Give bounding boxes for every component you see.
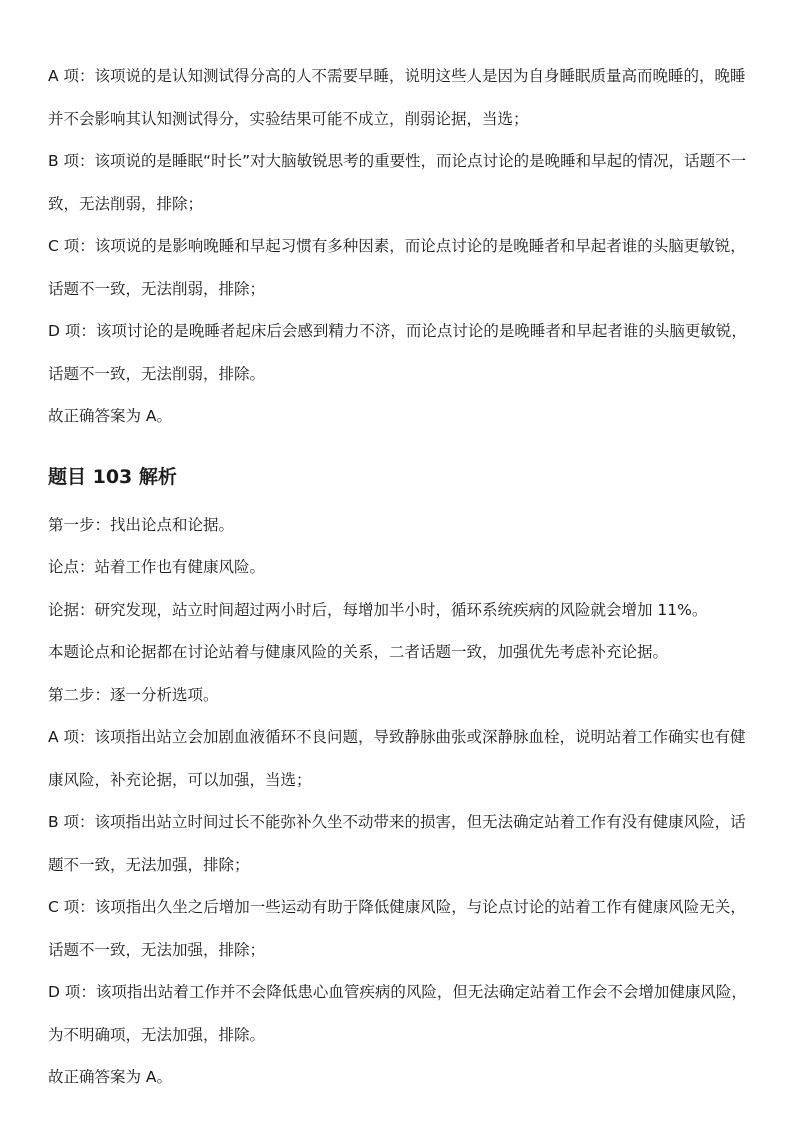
option-d-analysis: D 项：该项指出站着工作并不会降低患心血管疾病的风险，但无法确定站着工作会不会增加健康风险，为不明确项，无法加强，排除。 [48, 983, 747, 1044]
section-analysis-103 [48, 462, 760, 1099]
option-d-analysis: D 项：该项讨论的是晚睡者起床后会感到精力不济，而论点讨论的是晚睡者和早起者谁的头脑更敏锐，话题不一致，无法削弱，排除。 [48, 322, 747, 383]
option-b-analysis: B 项：该项说的是睡眠“时长”对大脑敏锐思考的重要性，而论点讨论的是晚睡和早起的情况，话题不一致，无法削弱，排除； [48, 152, 747, 213]
step-one: 第一步：找出论点和论据。 [48, 515, 235, 534]
section-analysis-102 [48, 55, 760, 438]
option-c-analysis: C 项：该项说的是影响晚睡和早起习惯有多种因素，而论点讨论的是晚睡者和早起者谁的头脑更敏锐，话题不一致，无法削弱，排除； [48, 237, 746, 298]
option-b-analysis: B 项：该项指出站立时间过长不能弥补久坐不动带来的损害，但无法确定站着工作有没有健康风险，话题不一致，无法加强，排除； [48, 813, 746, 874]
topic-summary: 本题论点和论据都在讨论站着与健康风险的关系，二者话题一致，加强优先考虑补充论据。 [48, 643, 669, 661]
option-a-analysis: A 项：该项说的是认知测试得分高的人不需要早睡，说明这些人是因为自身睡眠质量高而晚睡的，晚睡并不会影响其认知测试得分，实验结果可能不成立，削弱论据，当选； [48, 67, 746, 128]
step-two: 第二步：逐一分析选项。 [48, 685, 219, 704]
section-heading: 题目 103 解析 [48, 465, 177, 488]
answer-line: 故正确答案为 A。 [48, 407, 173, 425]
document-page [48, 55, 760, 1099]
argument-evidence: 论据：研究发现，站立时间超过两小时后，每增加半小时，循环系统疾病的风险就会增加 11%。 [48, 600, 708, 619]
argument-claim: 论点：站着工作也有健康风险。 [48, 558, 266, 576]
answer-line: 故正确答案为 A。 [48, 1068, 173, 1086]
option-c-analysis: C 项：该项指出久坐之后增加一些运动有助于降低健康风险，与论点讨论的站着工作有健康风险无关，话题不一致，无法加强，排除； [48, 898, 746, 959]
option-a-analysis: A 项：该项指出站立会加剧血液循环不良问题，导致静脉曲张或深静脉血栓，说明站着工作确实也有健康风险，补充论据，可以加强，当选； [48, 728, 746, 789]
